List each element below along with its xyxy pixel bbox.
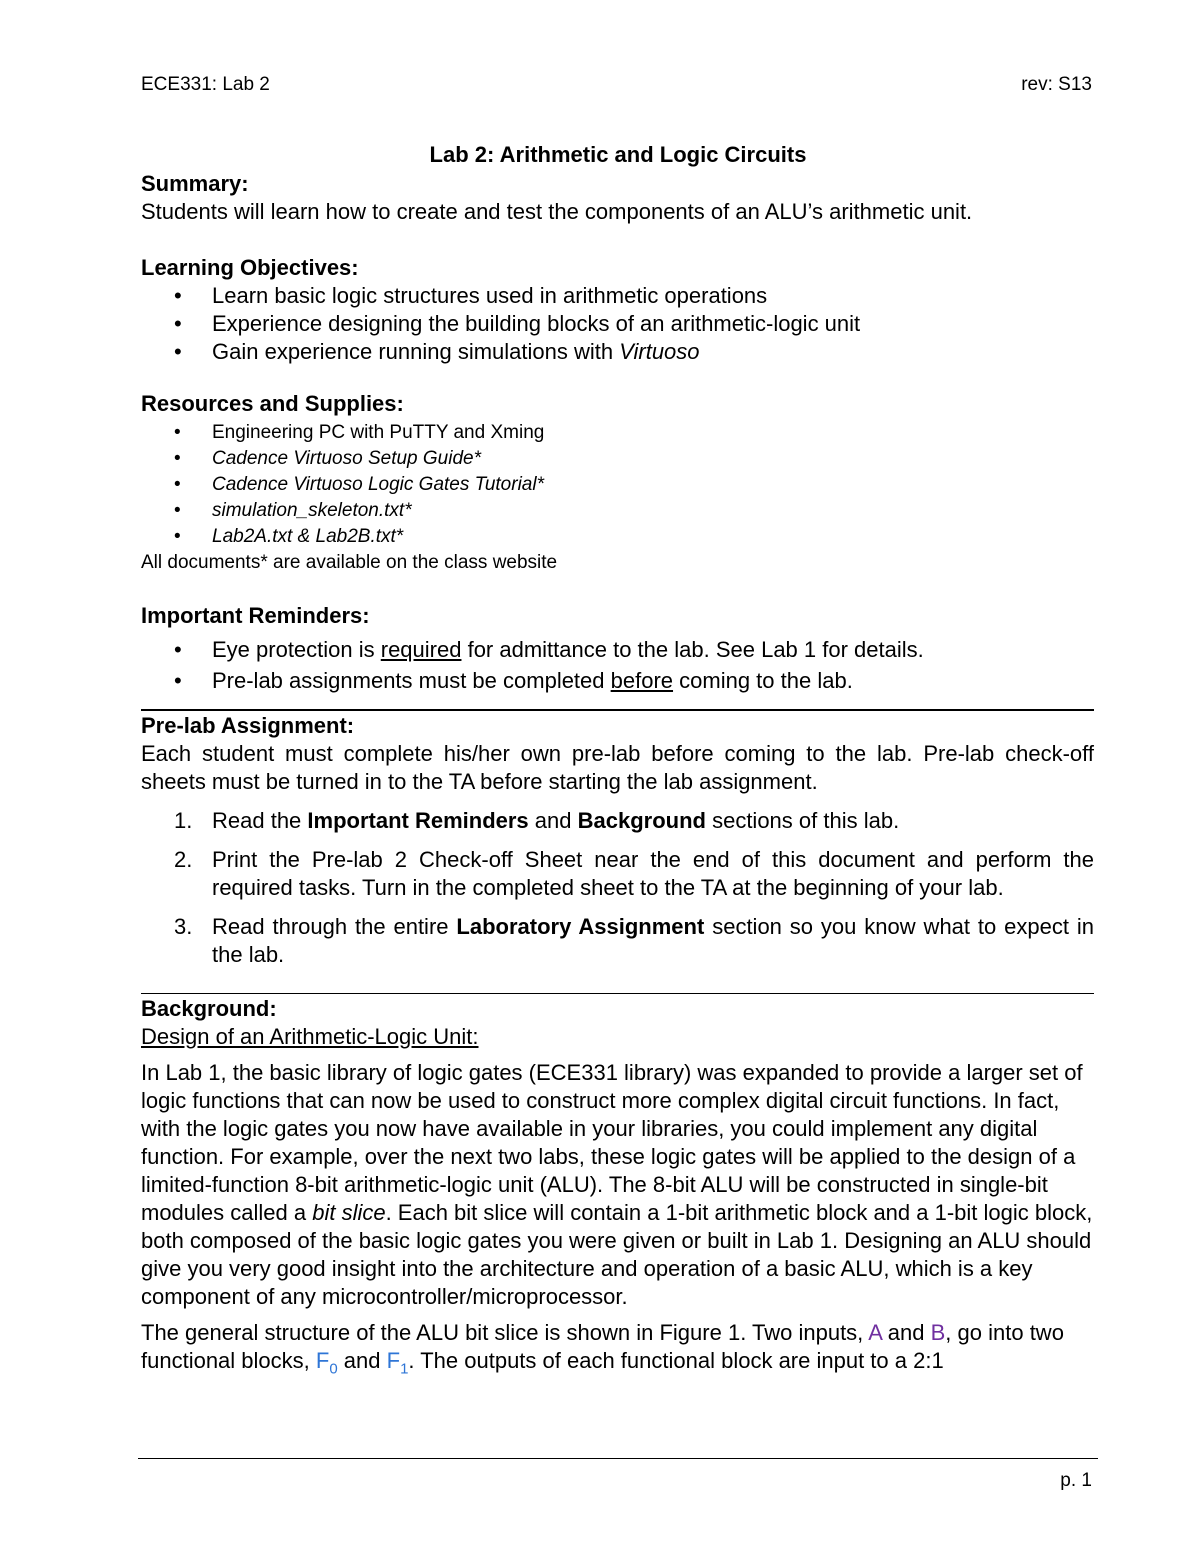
list-item: • Engineering PC with PuTTY and Xming [141, 420, 1094, 446]
list-item: 3. Read through the entire Laboratory Assignment section so you know what to expect in the lab. [174, 914, 1094, 967]
summary-text: Students will learn how to create and test the components of an ALU’s arithmetic unit. [141, 199, 973, 224]
list-item: • Experience designing the building blocks of an arithmetic-logic unit [141, 310, 1094, 338]
header-revision: rev: S13 [1021, 74, 1092, 95]
resources-heading: Resources and Supplies: [141, 391, 404, 416]
list-item: 1. Read the Important Reminders and Background sections of this lab. [174, 808, 900, 833]
list-item: • Gain experience running simulations with Virtuoso [141, 338, 1094, 366]
header-course: ECE331: Lab 2 [141, 74, 270, 95]
background-paragraph-1: In Lab 1, the basic library of logic gates (ECE331 library) was expanded to provide a larger set of logic functions that can now be used to construct more complex digital circuit functions. In fact, with the logic gates you now have available in your libraries, you could implement any digital function. For example, over the next two labs, these logic gates will be applied to the design of a limited-function 8-bit arithmetic-logic unit (ALU). The 8-bit ALU will be constructed in single-bit modules called a bit slice. Each bit slice will contain a 1-bit arithmetic block and a 1-bit logic block, both composed of the basic logic gates you were given or built in Lab 1. Designing an ALU should give you very good insight into the architecture and operation of a basic ALU, which is a key component of any microcontroller/microprocessor. [141, 1060, 1093, 1309]
summary-heading: Summary: [141, 171, 249, 196]
list-item: 2. Print the Pre-lab 2 Check-off Sheet near the end of this document and perform the required tasks. Turn in the completed sheet to the TA at the beginning of your lab. [174, 847, 1094, 900]
reminders-list [141, 634, 1094, 696]
background-subheading: Design of an Arithmetic-Logic Unit: [141, 1024, 479, 1049]
document-body [141, 170, 1094, 1378]
prelab-intro: Each student must complete his/her own pre-lab before coming to the lab. Pre-lab check-off sheets must be turned in to the TA before starting the lab assignment. [141, 741, 1094, 794]
page-title: Lab 2: Arithmetic and Logic Circuits [429, 142, 807, 167]
objectives-heading: Learning Objectives: [141, 255, 359, 280]
resources-note: All documents* are available on the class website [141, 552, 558, 573]
background-heading: Background: [141, 996, 277, 1021]
list-item: • Cadence Virtuoso Setup Guide* [141, 446, 1094, 472]
reminders-heading: Important Reminders: [141, 603, 370, 628]
resources-list [141, 420, 1094, 550]
prelab-heading: Pre-lab Assignment: [141, 713, 355, 738]
prelab-steps [141, 807, 1094, 969]
footer-divider [138, 1458, 1098, 1459]
list-item: • Lab2A.txt & Lab2B.txt* [141, 524, 1094, 550]
page-number: p. 1 [1060, 1470, 1092, 1491]
section-divider [141, 709, 1094, 711]
list-item: • Pre-lab assignments must be completed before coming to the lab. [141, 665, 1094, 696]
list-item: • Eye protection is required for admittance to the lab. See Lab 1 for details. [141, 634, 1094, 665]
list-item: • Cadence Virtuoso Logic Gates Tutorial* [141, 472, 1094, 498]
objectives-list [141, 282, 1094, 366]
list-item: • Learn basic logic structures used in arithmetic operations [141, 282, 1094, 310]
list-item: • simulation_skeleton.txt* [141, 498, 1094, 524]
background-paragraph-2: The general structure of the ALU bit slice is shown in Figure 1. Two inputs, A and B, go into two functional blocks, $F_0$ and $F_1$. The outputs of each functional block are input to a 2:1 [141, 1320, 1064, 1378]
section-divider [141, 993, 1094, 994]
